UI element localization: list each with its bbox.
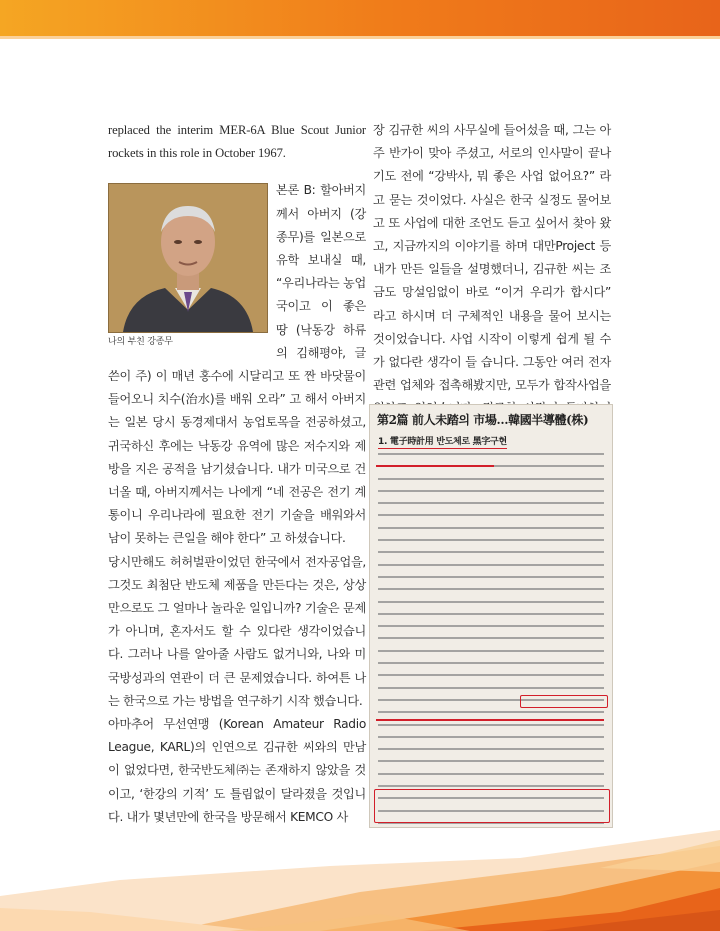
portrait-photo bbox=[108, 183, 268, 333]
header-accent-edge bbox=[0, 36, 720, 39]
paragraph-english: replaced the interim MER-6A Blue Scout Junior rockets in this role in October 1967. bbox=[108, 123, 366, 161]
clipping-underline bbox=[376, 465, 494, 467]
newspaper-clipping bbox=[369, 404, 613, 828]
clipping-underline bbox=[376, 719, 604, 721]
header-accent-bar bbox=[0, 0, 720, 36]
photo-caption: 나의 부친 강종무 bbox=[108, 337, 173, 348]
portrait-illustration bbox=[109, 184, 267, 332]
clipping-text-block bbox=[378, 453, 604, 828]
portrait-figure bbox=[108, 183, 268, 348]
footer-decoration bbox=[0, 800, 720, 931]
paragraph-right-1: 장 김규한 씨의 사무실에 들어섰을 때, 그는 아주 반가이 맞아 주셨고, 서로의 인사말이 끝나기도 전에 “강박사, 뭐 좋은 사업 없어요?” 라고 묻는 것이었다. 사실은 한국 실정도 물어보고 또 사업에 대한 조언도 듣고 싶어서 찾아 왔고, 지금까지의 이야기를 하며 대만Project 등 내가 만든 일들을 설명했더니, 김규한 씨는 조금도 망설임없이 바로 “이거 우리가 합시다” 라고 하시며 더 구체적인 내용을 물어 보시는 것이었습니다. 사업 시작이 이렇게 쉽게 될 수가 없다란 생각이 들 습니다. 그동안 여러 전자관련 업체와 접촉해봤지만, 모두가 합작사업을 bbox=[373, 123, 611, 393]
left-column bbox=[108, 119, 366, 829]
clipping-subtitle: 1. 電子時計用 반도체로 黑字구현 bbox=[378, 434, 507, 449]
paragraph-body-b: 본론 B: 할아버지께서 아버지 (강종무)를 일본으로 유학 보내실 때, “우리나라는 농업국이고 이 좋은 땅 (낙동강 하류의 김해평야, 글쓴이 주) 이 매년 홍수에 시달리고 또 짠 바닷물이 들어오니 치수(治水)를 배워 오라” 고 해서 아버지는 일본 당시 동경제대서 농업토목을 전공하셨고, 귀국하신 후에는 낙동강 유역에 많은 저수지와 제방을 지은 공적을 남기셨습니다. 내가 미국으로 건너올 때, 아버지께서는 나에게 “네 전공은 전기 계통이니 우리나라에 필요한 전기 기술을 배워와서 남이 못하는 큰일을 해야 한다” 고 하셨습니다. bbox=[108, 183, 366, 546]
clipping-title: 第2篇 前人未踏의 市場…韓國半導體(株) bbox=[377, 413, 589, 427]
paragraph-body-3: 당시만해도 허허벌판이었던 한국에서 전자공업을, 그것도 최첨단 반도체 제품을 만든다는 것은, 상상만으로도 그 얼마나 놀라운 일입니까? 기술은 문제가 아니며, 혼자서도 할 수 있다란 생각이었습니다. 그러나 나를 알아줄 사람도 없거니와, 나와 미 국방성과의 연관이 더 큰 문제였습니다. 하여튼 나는 한국으로 가는 방법을 연구하기 시작 했습니다. bbox=[108, 554, 366, 708]
paragraph-body-4: 아마추어 무선연맹 (Korean Amateur Radio League, KARL)의 인연으로 김규한 씨와의 만남이 없었다면, 한국반도체㈜는 존재하지 않았을 것이고, ‘한강의 기적’ 도 틀림없이 달라졌을 것입니다. 내가 몇년만에 한국을 방문해서 KEMCO 사 bbox=[108, 717, 366, 824]
clipping-highlight-box bbox=[520, 695, 608, 708]
